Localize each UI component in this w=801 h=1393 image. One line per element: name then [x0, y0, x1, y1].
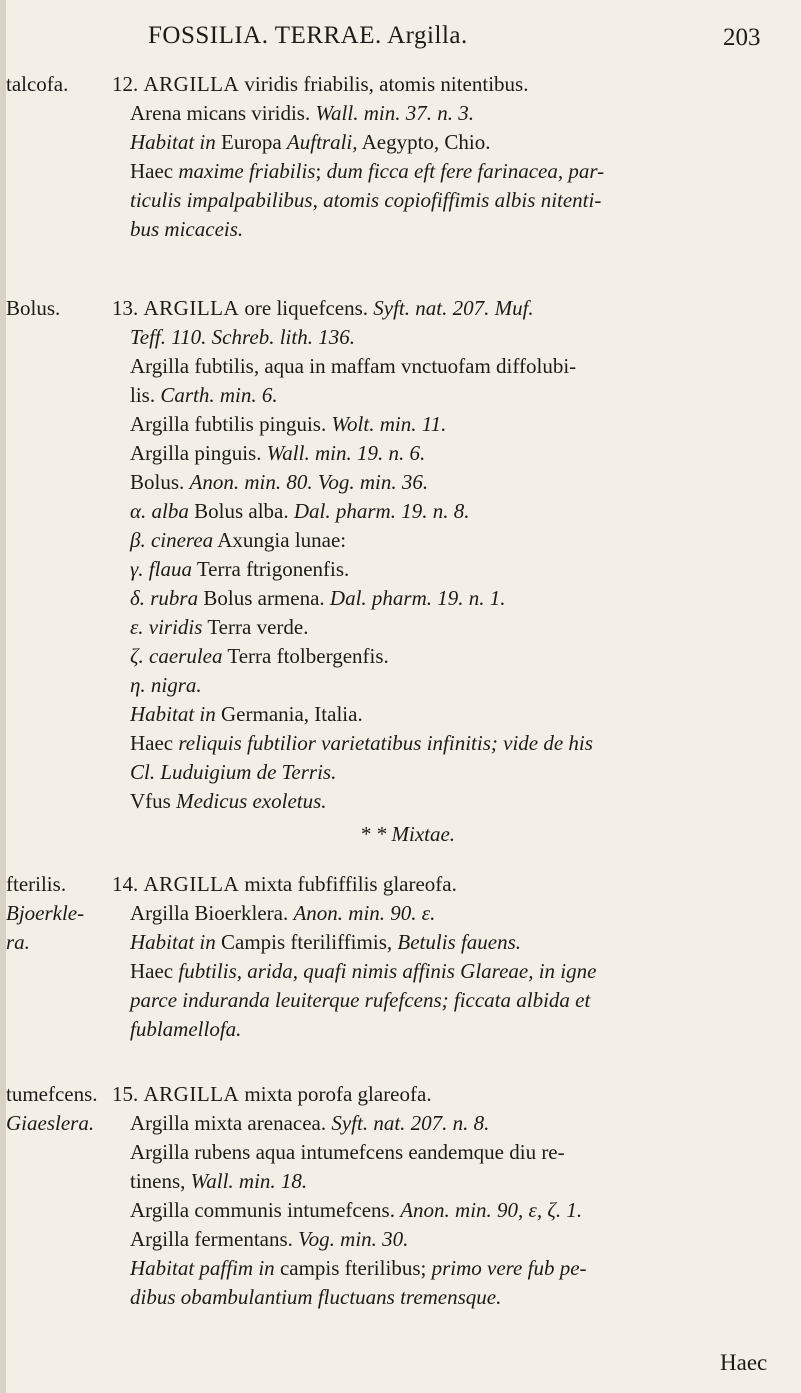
text-line	[130, 441, 425, 466]
text-line	[130, 673, 202, 698]
text-run: Campis fteriliffimis,	[221, 930, 398, 954]
text-line	[130, 1017, 241, 1042]
text-run: Teff. 110. Schreb. lith. 136.	[130, 325, 355, 349]
text-run: Germania, Italia.	[221, 702, 363, 726]
text-run: parce induranda leuiterque rufefcens; ficcata albida et	[130, 988, 591, 1012]
text-line	[130, 586, 506, 611]
margin-note: Bjoerkle-	[6, 901, 85, 925]
text-run: Haec	[130, 731, 179, 755]
text-run: Terra ftolbergenfis.	[222, 644, 389, 668]
text-run: ore liquefcens.	[239, 296, 374, 320]
text-line	[130, 499, 469, 524]
text-run: Dal. pharm. 19. n. 8.	[293, 499, 470, 523]
text-run: Haec	[130, 959, 179, 983]
text-run: δ. rubra	[130, 586, 199, 610]
text-line	[130, 325, 355, 350]
text-run: 15.	[112, 1082, 144, 1106]
text-run: Anon. min. 90, ε, ζ. 1.	[400, 1198, 583, 1222]
text-line	[130, 470, 428, 495]
text-run: Argilla Bioerklera.	[130, 901, 294, 925]
text-run: Terra ftrigonenfis.	[191, 557, 350, 581]
text-line	[130, 702, 363, 727]
text-line	[130, 130, 491, 155]
text-run: Argilla pinguis.	[130, 441, 267, 465]
page-edge	[0, 0, 6, 1393]
text-line	[112, 296, 534, 321]
text-run: 13.	[112, 296, 144, 320]
text-run: lis.	[130, 383, 161, 407]
text-run: Vog. min. 30.	[298, 1227, 409, 1251]
text-run: Carth. min. 6.	[160, 383, 278, 407]
text-run: Wolt. min. 11.	[331, 412, 447, 436]
text-line	[130, 1256, 587, 1281]
section-heading: * * Mixtae.	[360, 822, 456, 846]
text-run: 12.	[112, 72, 144, 96]
text-line	[130, 557, 349, 582]
text-line	[130, 760, 336, 785]
text-run: Argilla fubtilis pinguis.	[130, 412, 332, 436]
text-run: Vfus	[130, 789, 177, 813]
text-line	[130, 789, 327, 814]
text-run: Syft. nat. 207. n. 8.	[331, 1111, 490, 1135]
text-line	[130, 644, 389, 669]
text-run: Habitat in	[130, 130, 222, 154]
text-run: Cl. Luduigium de Terris.	[130, 760, 337, 784]
text-line	[130, 988, 590, 1013]
text-run: Syft. nat. 207. Muf.	[373, 296, 534, 320]
text-run: Argilla mixta arenacea.	[130, 1111, 332, 1135]
text-line	[130, 1198, 582, 1223]
text-run: ;	[315, 159, 327, 183]
text-run: Wall. min. 37. n. 3.	[315, 101, 474, 125]
text-run: Axungia lunae:	[213, 528, 347, 552]
text-line	[130, 1227, 408, 1252]
text-line	[130, 615, 308, 640]
text-run: Anon. min. 90. ε.	[293, 901, 436, 925]
text-line	[130, 101, 474, 126]
text-line	[130, 528, 346, 553]
text-run: Arena micans viridis.	[130, 101, 316, 125]
text-run: Dal. pharm. 19. n. 1.	[329, 586, 506, 610]
text-run: Bolus.	[130, 470, 190, 494]
text-run: primo vere fub pe-	[431, 1256, 587, 1280]
margin-note: ra.	[6, 930, 30, 954]
text-line	[130, 1285, 501, 1310]
text-run: ARGILLA	[143, 872, 240, 896]
text-run: Betulis fauens.	[397, 930, 522, 954]
text-line	[130, 959, 596, 984]
text-run: Bolus alba.	[188, 499, 294, 523]
text-run: ζ. caerulea	[130, 644, 223, 668]
text-run: dum ficca eft fere farinacea, par-	[326, 159, 605, 183]
text-run: Habitat in	[130, 702, 222, 726]
header-title: FOSSILIA. TERRAE. Argilla.	[148, 22, 468, 49]
margin-note: fterilis.	[6, 872, 67, 896]
text-run: Wall. min. 19. n. 6.	[266, 441, 426, 465]
text-run: ARGILLA	[143, 72, 240, 96]
text-line	[130, 1140, 565, 1165]
text-run: fubtilis, arida, quafi nimis affinis Glareae, in igne	[178, 959, 597, 983]
text-line	[130, 1111, 489, 1136]
text-run: Medicus exoletus.	[176, 789, 327, 813]
text-run: ticulis impalpabilibus, atomis copiofiffimis albis nitenti-	[130, 188, 602, 212]
margin-note: Giaeslera.	[6, 1111, 95, 1135]
text-run: γ. flaua	[130, 557, 192, 581]
text-line	[130, 383, 278, 408]
margin-note: tumefcens.	[6, 1082, 98, 1106]
text-run: Europa	[221, 130, 287, 154]
text-run: η. nigra.	[130, 673, 202, 697]
text-run: ε. viridis	[130, 615, 203, 639]
text-run: β. cinerea	[130, 528, 214, 552]
page-number: 203	[723, 24, 761, 51]
text-line	[130, 1169, 307, 1194]
text-run: dibus obambulantium fluctuans tremensque.	[130, 1285, 502, 1309]
text-line	[130, 731, 593, 756]
text-run: 14.	[112, 872, 144, 896]
margin-note: Bolus.	[6, 296, 61, 320]
text-run: Wall. min. 18.	[190, 1169, 308, 1193]
text-line	[112, 72, 528, 97]
text-line	[130, 901, 435, 926]
text-run: bus micaceis.	[130, 217, 244, 241]
text-run: mixta porofa glareofa.	[239, 1082, 432, 1106]
text-run: Habitat in	[130, 930, 222, 954]
text-run: Terra verde.	[202, 615, 309, 639]
text-line	[112, 1082, 432, 1107]
text-run: fublamellofa.	[130, 1017, 242, 1041]
text-line	[112, 872, 457, 897]
text-line	[130, 354, 576, 379]
text-line	[130, 159, 604, 184]
margin-note: talcofa.	[6, 72, 69, 96]
text-line	[130, 217, 243, 242]
text-run: Haec	[130, 159, 179, 183]
text-run: ARGILLA	[143, 1082, 240, 1106]
text-line	[130, 412, 446, 437]
text-run: Auftrali,	[286, 130, 358, 154]
text-run: Anon. min. 80. Vog. min. 36.	[189, 470, 429, 494]
text-run: Aegypto, Chio.	[357, 130, 491, 154]
text-run: viridis friabilis, atomis nitentibus.	[239, 72, 529, 96]
catchword: Haec	[720, 1350, 768, 1375]
text-run: campis fterilibus;	[279, 1256, 432, 1280]
text-run: maxime friabilis	[178, 159, 316, 183]
text-run: Argilla fermentans.	[130, 1227, 299, 1251]
text-line	[130, 188, 601, 213]
text-run: Argilla rubens aqua intumefcens eandemque diu re-	[130, 1140, 565, 1164]
text-run: ARGILLA	[143, 296, 240, 320]
running-header	[0, 22, 801, 62]
text-run: α. alba	[130, 499, 189, 523]
text-run: mixta fubfiffilis glareofa.	[239, 872, 457, 896]
text-run: Argilla communis intumefcens.	[130, 1198, 401, 1222]
text-run: Argilla fubtilis, aqua in maffam vnctuofam diffolubi-	[130, 354, 577, 378]
text-run: tinens,	[130, 1169, 191, 1193]
text-run: Habitat paffim in	[130, 1256, 280, 1280]
text-line	[130, 930, 521, 955]
text-run: Bolus armena.	[198, 586, 330, 610]
text-run: reliquis fubtilior varietatibus infinitis; vide de his	[178, 731, 593, 755]
